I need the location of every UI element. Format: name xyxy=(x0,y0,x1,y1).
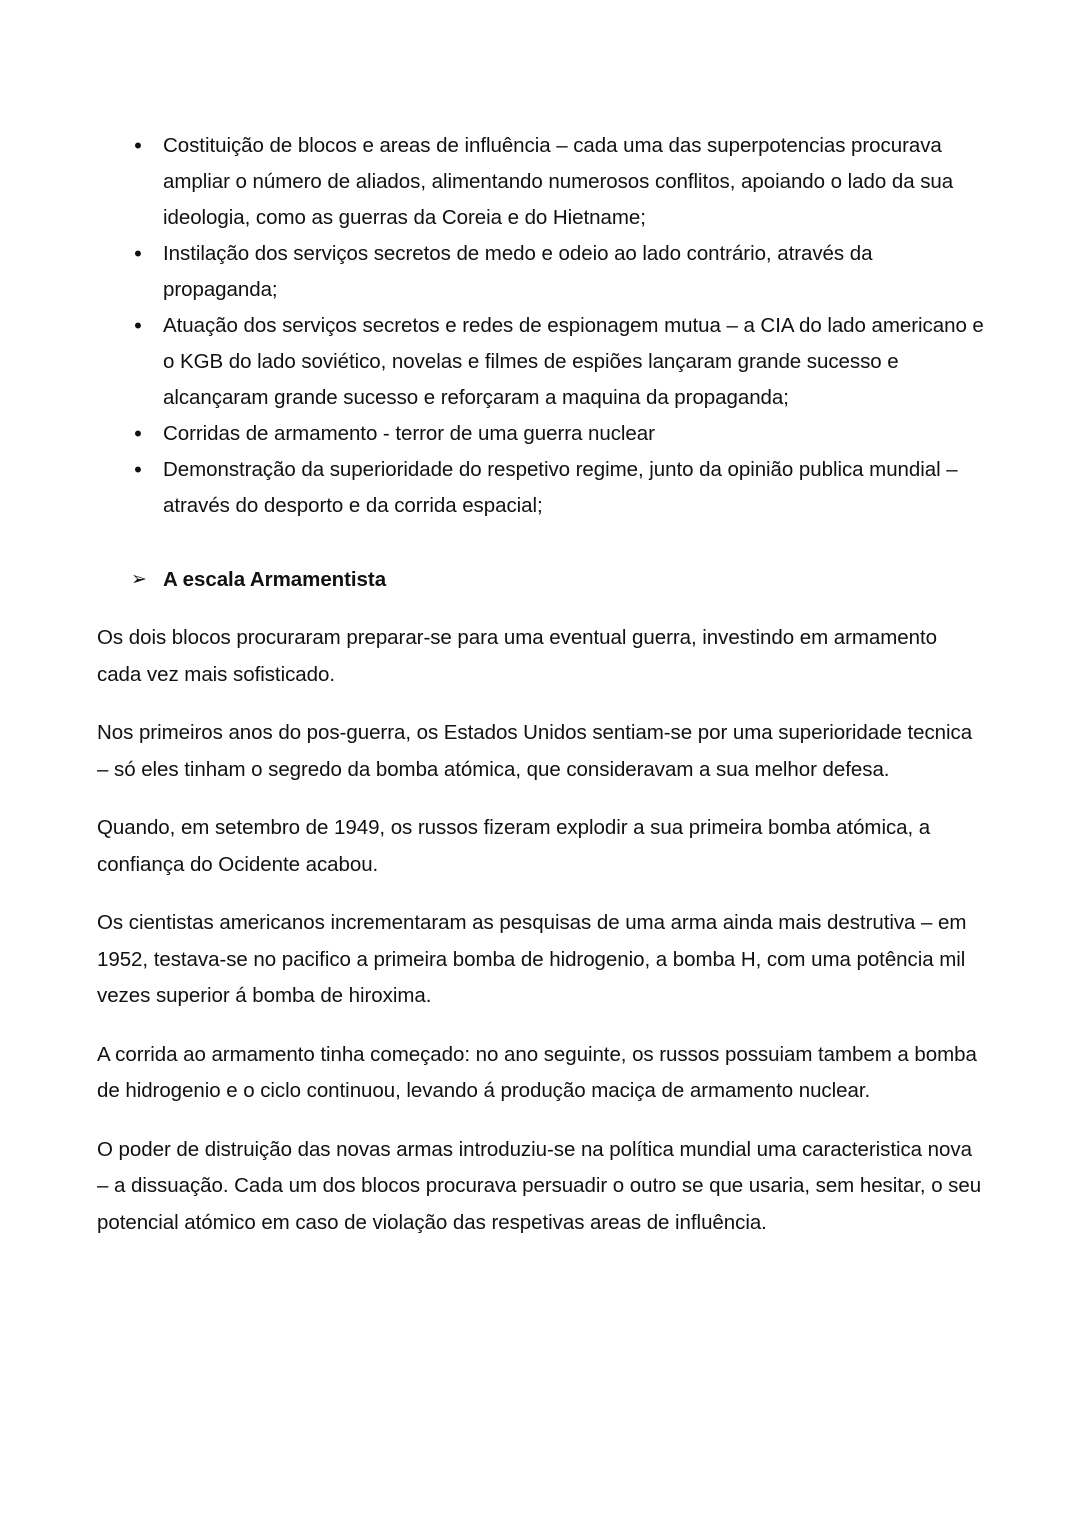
list-item-text: Instilação dos serviços secretos de medo e odeio ao lado contrário, através da propaganda; xyxy=(163,242,873,301)
list-item-text: Corridas de armamento - terror de uma guerra nuclear xyxy=(163,422,655,445)
bullet-dot-icon: • xyxy=(134,133,142,158)
bullet-dot-icon: • xyxy=(134,241,142,266)
arrow-right-icon: ➢ xyxy=(131,569,147,590)
list-item-text: Demonstração da superioridade do respetivo regime, junto da opinião publica mundial – através do desporto e da corrida espacial; xyxy=(163,458,958,517)
body-paragraph: Nos primeiros anos do pos-guerra, os Estados Unidos sentiam-se por uma superioridade tecnica – só eles tinham o segredo da bomba atómica, que consideravam a sua melhor defesa. xyxy=(97,721,973,781)
list-item-text: Costituição de blocos e areas de influência – cada uma das superpotencias procurava ampliar o número de aliados, alimentando numerosos conflitos, apoiando o lado da sua ideologia, como as guerras da Coreia e do Hietname; xyxy=(163,134,954,229)
bullet-dot-icon: • xyxy=(134,457,142,482)
list-item xyxy=(97,128,985,236)
body-paragraph: Quando, em setembro de 1949, os russos fizeram explodir a sua primeira bomba atómica, a confiança do Ocidente acabou. xyxy=(97,816,931,876)
list-item xyxy=(97,452,985,524)
body-paragraph: Os dois blocos procuraram preparar-se para uma eventual guerra, investindo em armamento cada vez mais sofisticado. xyxy=(97,626,937,686)
list-item-text: Atuação dos serviços secretos e redes de espionagem mutua – a CIA do lado americano e o KGB do lado soviético, novelas e filmes de espiões lançaram grande sucesso e alcançaram grande sucesso e reforçaram a maquina da propaganda; xyxy=(163,314,984,409)
list-item xyxy=(97,308,985,416)
section-heading-label: A escala Armamentista xyxy=(163,568,387,591)
body-paragraph: O poder de distruição das novas armas introduziu-se na política mundial uma caracteristica nova – a dissuação. Cada um dos blocos procurava persuadir o outro se que usaria, sem hesitar, o seu potencial atómico em caso de violação das respetivas areas de influência. xyxy=(97,1137,982,1234)
list-item xyxy=(97,416,985,452)
body-paragraph: A corrida ao armamento tinha começado: no ano seguinte, os russos possuiam tambem a bomba de hidrogenio e o ciclo continuou, levando á produção maciça de armamento nuclear. xyxy=(97,1042,977,1102)
characteristics-bullet-list xyxy=(97,128,985,524)
section-heading xyxy=(97,562,985,598)
list-item xyxy=(97,236,985,308)
bullet-dot-icon: • xyxy=(134,313,142,338)
body-paragraph: Os cientistas americanos incrementaram as pesquisas de uma arma ainda mais destrutiva – em 1952, testava-se no pacifico a primeira bomba de hidrogenio, a bomba H, com uma potência mil vezes superior á bomba de hiroxima. xyxy=(97,911,967,1007)
bullet-dot-icon: • xyxy=(134,421,142,446)
